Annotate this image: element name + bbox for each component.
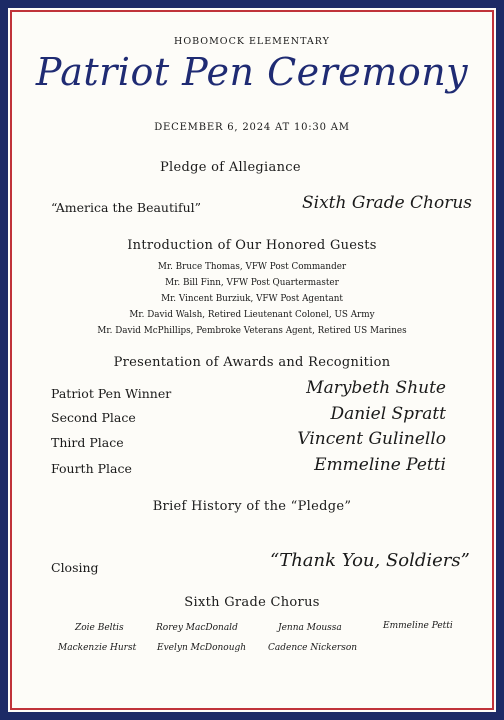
guest-line: Mr. Bill Finn, VFW Post Quartermaster xyxy=(165,278,339,288)
closing-label: Closing xyxy=(51,560,99,575)
chorus-member: Cadence Nickerson xyxy=(268,643,358,653)
award-place: Second Place xyxy=(51,410,136,425)
chorus-member: Zoie Beltis xyxy=(75,623,124,633)
song-title: “America the Beautiful” xyxy=(51,200,202,215)
guest-line: Mr. David McPhillips, Pembroke Veterans Agent, Retired US Marines xyxy=(97,326,407,336)
chorus-member: Mackenzie Hurst xyxy=(58,643,137,653)
guest-line: Mr. David Walsh, Retired Lieutenant Colonel, US Army xyxy=(129,310,375,320)
event-date: DECEMBER 6, 2024 AT 10:30 AM xyxy=(154,122,350,133)
chorus-member: Rorey MacDonald xyxy=(156,623,238,633)
closing-song: “Thank You, Soldiers” xyxy=(270,550,470,571)
award-winner-name: Marybeth Shute xyxy=(306,378,446,398)
school-name: HOBOMOCK ELEMENTARY xyxy=(174,36,330,47)
award-winner-name: Daniel Spratt xyxy=(330,404,446,424)
award-place: Patriot Pen Winner xyxy=(51,386,172,401)
history-heading: Brief History of the “Pledge” xyxy=(152,499,352,514)
chorus-member: Evelyn McDonough xyxy=(157,643,247,653)
award-place: Third Place xyxy=(51,435,124,450)
chorus-member: Jenna Moussa xyxy=(278,623,342,633)
awards-heading: Presentation of Awards and Recognition xyxy=(113,355,391,370)
award-place: Fourth Place xyxy=(51,461,132,476)
guest-line: Mr. Vincent Burziuk, VFW Post Agentant xyxy=(161,294,343,304)
page-title: Patriot Pen Ceremony xyxy=(35,50,469,94)
song-performer: Sixth Grade Chorus xyxy=(302,193,473,213)
chorus-member: Emmeline Petti xyxy=(383,621,453,631)
award-winner-name: Emmeline Petti xyxy=(314,455,446,475)
award-winner-name: Vincent Gulinello xyxy=(297,429,446,449)
guest-line: Mr. Bruce Thomas, VFW Post Commander xyxy=(157,262,347,272)
chorus-heading: Sixth Grade Chorus xyxy=(184,595,320,610)
intro-heading: Introduction of Our Honored Guests xyxy=(127,238,377,253)
pledge-heading: Pledge of Allegiance xyxy=(160,160,301,175)
